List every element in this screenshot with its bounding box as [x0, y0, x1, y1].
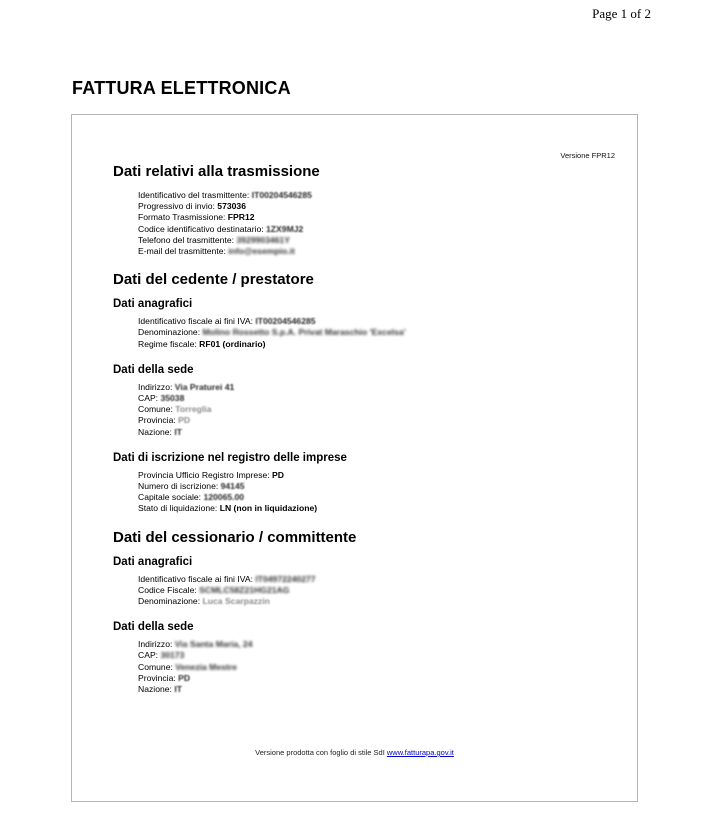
- field-label: Provincia:: [138, 415, 179, 426]
- field-label: Nazione:: [138, 684, 175, 695]
- field-value: 30173: [160, 650, 185, 661]
- subsection-heading-cedente-anagrafici: Dati anagrafici: [113, 298, 193, 311]
- field-value: IT00204546285: [251, 190, 312, 200]
- field-row: [138, 673, 613, 684]
- field-label: Indirizzo:: [138, 639, 175, 650]
- field-row: [138, 481, 613, 492]
- section-heading-cedente: Dati del cedente / prestatore: [113, 271, 314, 289]
- field-value: RF01 (ordinario): [199, 338, 266, 349]
- field-value: 573036: [217, 201, 246, 212]
- field-value: IT00204546285: [255, 316, 316, 327]
- cessionario-anagrafici-fields: [138, 574, 613, 608]
- field-row: [138, 650, 613, 661]
- field-row: [138, 246, 613, 257]
- field-label: Identificativo fiscale ai fini IVA:: [138, 573, 256, 584]
- field-value: FPR12: [227, 212, 255, 223]
- footer-text: Versione prodotta con foglio di stile SdI: [255, 748, 387, 757]
- field-label: Numero di iscrizione:: [138, 481, 221, 492]
- section-heading-trasmissione: Dati relativi alla trasmissione: [113, 163, 320, 180]
- field-label: Identificativo del trasmittente:: [138, 190, 252, 200]
- field-value: SCMLC58Z21HG21AG: [199, 584, 290, 595]
- subsection-heading-registro-imprese: Dati di iscrizione nel registro delle imprese: [113, 451, 347, 464]
- field-label: E-mail del trasmittente:: [138, 246, 229, 257]
- field-label: Provincia Ufficio Registro Imprese:: [138, 469, 273, 480]
- section-heading-cessionario: Dati del cessionario / committente: [113, 528, 357, 546]
- field-row: [138, 574, 613, 585]
- field-value: 35038: [160, 393, 185, 404]
- field-label: CAP:: [138, 393, 161, 404]
- field-label: Comune:: [138, 661, 176, 672]
- field-row: [138, 585, 613, 596]
- field-row: [138, 662, 613, 673]
- cessionario-sede-fields: [138, 639, 613, 695]
- field-label: Indirizzo:: [138, 381, 175, 392]
- page-number: Page 1 of 2: [592, 6, 651, 21]
- field-label: Codice Fiscale:: [138, 584, 200, 595]
- field-label: Denominazione:: [138, 596, 203, 607]
- field-value: PD: [178, 672, 191, 683]
- field-value: 120065.00: [203, 492, 245, 503]
- field-row: [138, 404, 613, 415]
- field-row: [138, 327, 613, 338]
- subsection-heading-cedente-sede: Dati della sede: [113, 363, 194, 376]
- version-note: Versione FPR12: [560, 151, 615, 160]
- field-row: [138, 382, 613, 393]
- field-row: [138, 190, 613, 201]
- fatturapa-link[interactable]: www.fatturapa.gov.it: [386, 748, 454, 757]
- field-value: Molino Rossetto S.p.A. Privat Maraschio 'Excelsa': [202, 327, 406, 338]
- field-label: Provincia:: [138, 672, 179, 683]
- field-label: Regime fiscale:: [138, 338, 200, 349]
- field-label: Stato di liquidazione:: [138, 503, 220, 514]
- subsection-heading-cessionario-sede: Dati della sede: [113, 621, 194, 634]
- field-value: info@esempio.it: [228, 246, 295, 257]
- trasmissione-fields: [138, 190, 613, 257]
- field-value: 1ZX9MJ2: [266, 223, 304, 234]
- field-label: Formato Trasmissione:: [138, 212, 228, 223]
- field-value: 3929903461Y: [236, 234, 290, 245]
- stylesheet-footer: [72, 748, 637, 757]
- invoice-content: [113, 163, 613, 709]
- field-value: IT: [174, 426, 182, 437]
- field-row: [138, 316, 613, 327]
- field-row: [138, 212, 613, 223]
- field-row: [138, 415, 613, 426]
- field-row: [138, 639, 613, 650]
- field-value: Via Santa Maria, 24: [174, 639, 253, 650]
- field-row: [138, 224, 613, 235]
- field-row: [138, 596, 613, 607]
- cedente-sede-fields: [138, 382, 613, 438]
- field-row: [138, 393, 613, 404]
- field-value: PD: [272, 469, 284, 480]
- field-value: LN (non in liquidazione): [219, 503, 318, 514]
- field-value: 94145: [220, 481, 245, 492]
- field-row: [138, 339, 613, 350]
- field-value: Torreglia: [175, 404, 212, 415]
- field-value: PD: [178, 415, 191, 426]
- field-label: Denominazione:: [138, 327, 203, 338]
- field-row: [138, 427, 613, 438]
- field-value: Venezia Mestre: [175, 661, 237, 672]
- cedente-anagrafici-fields: [138, 316, 613, 350]
- field-value: Luca Scarpazzin: [202, 596, 270, 607]
- field-row: [138, 492, 613, 503]
- field-label: CAP:: [138, 650, 161, 661]
- field-row: [138, 684, 613, 695]
- field-row: [138, 201, 613, 212]
- field-row: [138, 235, 613, 246]
- field-row: [138, 470, 613, 481]
- field-value: Via Praturei 41: [174, 381, 235, 392]
- field-value: IT: [174, 684, 182, 695]
- field-label: Codice identificativo destinatario:: [138, 223, 267, 234]
- field-label: Progressivo di invio:: [138, 201, 218, 212]
- subsection-heading-cessionario-anagrafici: Dati anagrafici: [113, 555, 193, 568]
- page-title: FATTURA ELETTRONICA: [72, 78, 291, 98]
- field-label: Comune:: [138, 404, 176, 415]
- invoice-sheet: [71, 114, 638, 802]
- field-row: [138, 503, 613, 514]
- field-label: Nazione:: [138, 426, 175, 437]
- field-label: Identificativo fiscale ai fini IVA:: [138, 316, 256, 327]
- field-label: Telefono del trasmittente:: [138, 234, 237, 245]
- field-value: IT04972240277: [255, 573, 316, 584]
- field-label: Capitale sociale:: [138, 492, 204, 503]
- registro-imprese-fields: [138, 470, 613, 515]
